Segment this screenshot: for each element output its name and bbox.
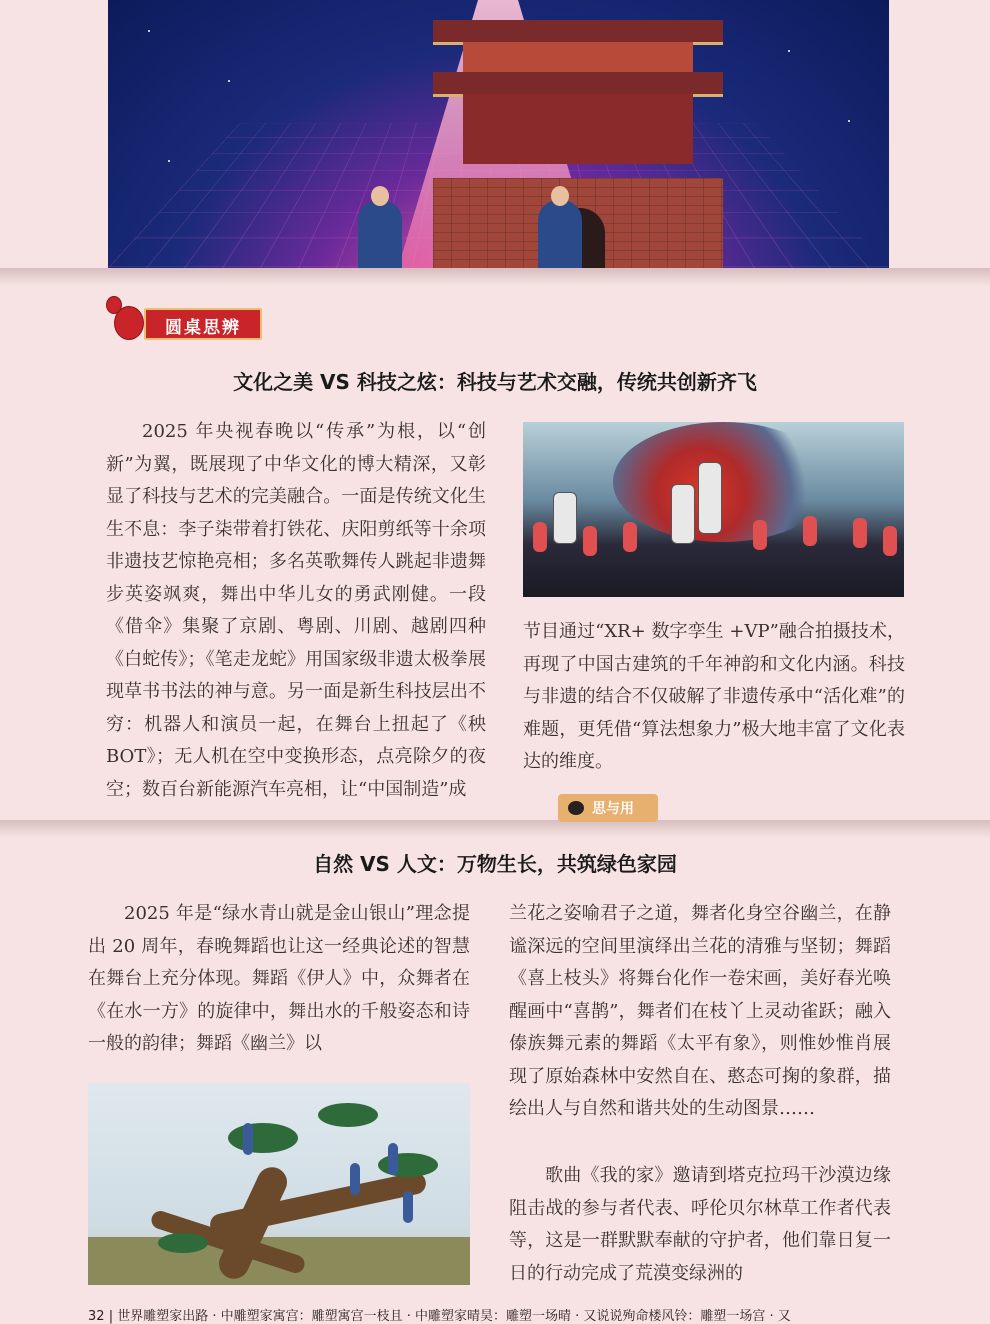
section2-body-right: 兰花之姿喻君子之道，舞者化身空谷幽兰，在静谧深远的空间里演绎出兰花的清雅与坚韧；舞蹈《喜上枝头》将舞台化作一卷宋画，美好春光唤醒画中“喜鹊”，舞者们在枝丫上灵动雀跃；融入傣族舞元素的舞蹈《太平有象》，则惟妙惟肖展现了原始森林中安然自在、憨态可掬的象群，描绘出人与自然和谐共处的生动图景……	[509, 903, 891, 1119]
photo-caption: 节目通过“XR+ 数字孪生 +VP”融合拍摄技术，再现了中国古建筑的千年神韵和文化内涵。科技与非遗的结合不仅破解了非遗传承中“活化难”的难题，更凭借“算法想象力”极大地丰富了文化表达的维度。	[523, 621, 905, 772]
dancer-figure	[803, 516, 817, 546]
star	[788, 50, 790, 52]
host-left	[358, 200, 402, 268]
dancer-figure	[403, 1191, 413, 1223]
running-footer-text: | 世界雕塑家出路 · 中雕塑家寓宫：雕塑寓宫一枝且 · 中雕塑家晴昊：雕塑一场晴 · 又说说殉命楼风铃：雕塑一场宫 · 又	[108, 1309, 791, 1324]
ink-dot-icon	[568, 801, 584, 815]
dancer-figure	[243, 1123, 253, 1155]
robot-figure	[671, 484, 695, 544]
pine-foliage	[378, 1153, 438, 1177]
robot-figure	[553, 492, 577, 544]
lantern-icon	[114, 306, 144, 340]
badge-bar	[144, 308, 262, 340]
page-footer	[88, 1305, 990, 1324]
dancer-figure	[350, 1163, 360, 1195]
hero-stage-image	[108, 0, 889, 268]
page-number: 32	[88, 1309, 105, 1324]
think-tag	[558, 794, 658, 822]
dancer-figure	[623, 522, 637, 552]
think-tag-label: 思与用	[592, 801, 634, 817]
pine-foliage	[158, 1233, 208, 1253]
robot-dance-photo	[523, 422, 904, 597]
dancer-figure	[533, 522, 547, 552]
divider-shadow	[0, 820, 990, 838]
section-heading: 自然 VS 人文：万物生长，共筑绿色家园	[313, 852, 677, 876]
tower-wall	[463, 94, 693, 164]
tower-wall	[463, 42, 693, 72]
pine-foliage	[228, 1123, 298, 1153]
section-badge	[106, 296, 258, 340]
dance-tree-photo	[88, 1083, 470, 1285]
badge-label: 圆桌思辨	[165, 318, 241, 338]
section-heading: 文化之美 VS 科技之炫：科技与艺术交融，传统共创新齐飞	[233, 370, 757, 394]
dancer-figure	[753, 520, 767, 550]
star	[848, 120, 850, 122]
host-right	[538, 200, 582, 268]
robot-figure	[698, 462, 722, 534]
section1-body: 2025 年央视春晚以“传承”为根，以“创新”为翼，既展现了中华文化的博大精深，又彰显了科技与艺术的完美融合。一面是传统文化生生不息：李子柒带着打铁花、庆阳剪纸等十余项非遗技艺惊艳亮相；多名英歌舞传人跳起非遗舞步英姿飒爽，舞出中华儿女的勇武刚健。一段《借伞》集聚了京剧、粤剧、川剧、越剧四种《白蛇传》；《笔走龙蛇》用国家级非遗太极拳展现草书书法的神与意。另一面是新生科技层出不穷：机器人和演员一起，在舞台上扭起了《秧 BOT》；无人机在空中变换形态，点亮除夕的夜空；数百台新能源汽车亮相，让“中国制造”成	[106, 421, 486, 800]
red-swirl-backdrop	[613, 422, 833, 542]
pine-foliage	[318, 1103, 378, 1127]
star	[148, 30, 150, 32]
star	[228, 80, 230, 82]
section2-body-right-2: 歌曲《我的家》邀请到塔克拉玛干沙漠边缘阻击战的参与者代表、呼伦贝尔林草工作者代表等，这是一群默默奉献的守护者，他们靠日复一日的行动完成了荒漠变绿洲的	[509, 1165, 891, 1284]
divider-shadow	[0, 268, 990, 286]
dancer-figure	[583, 526, 597, 556]
star	[168, 160, 170, 162]
section2-body-left: 2025 年是“绿水青山就是金山银山”理念提出 20 周年，春晚舞蹈也让这一经典论述的智慧在舞台上充分体现。舞蹈《伊人》中，众舞者在《在水一方》的旋律中，舞出水的千般姿态和诗一般的韵律；舞蹈《幽兰》以	[88, 903, 470, 1054]
dancer-figure	[853, 518, 867, 548]
dancer-figure	[388, 1143, 398, 1175]
dancer-figure	[883, 526, 897, 556]
